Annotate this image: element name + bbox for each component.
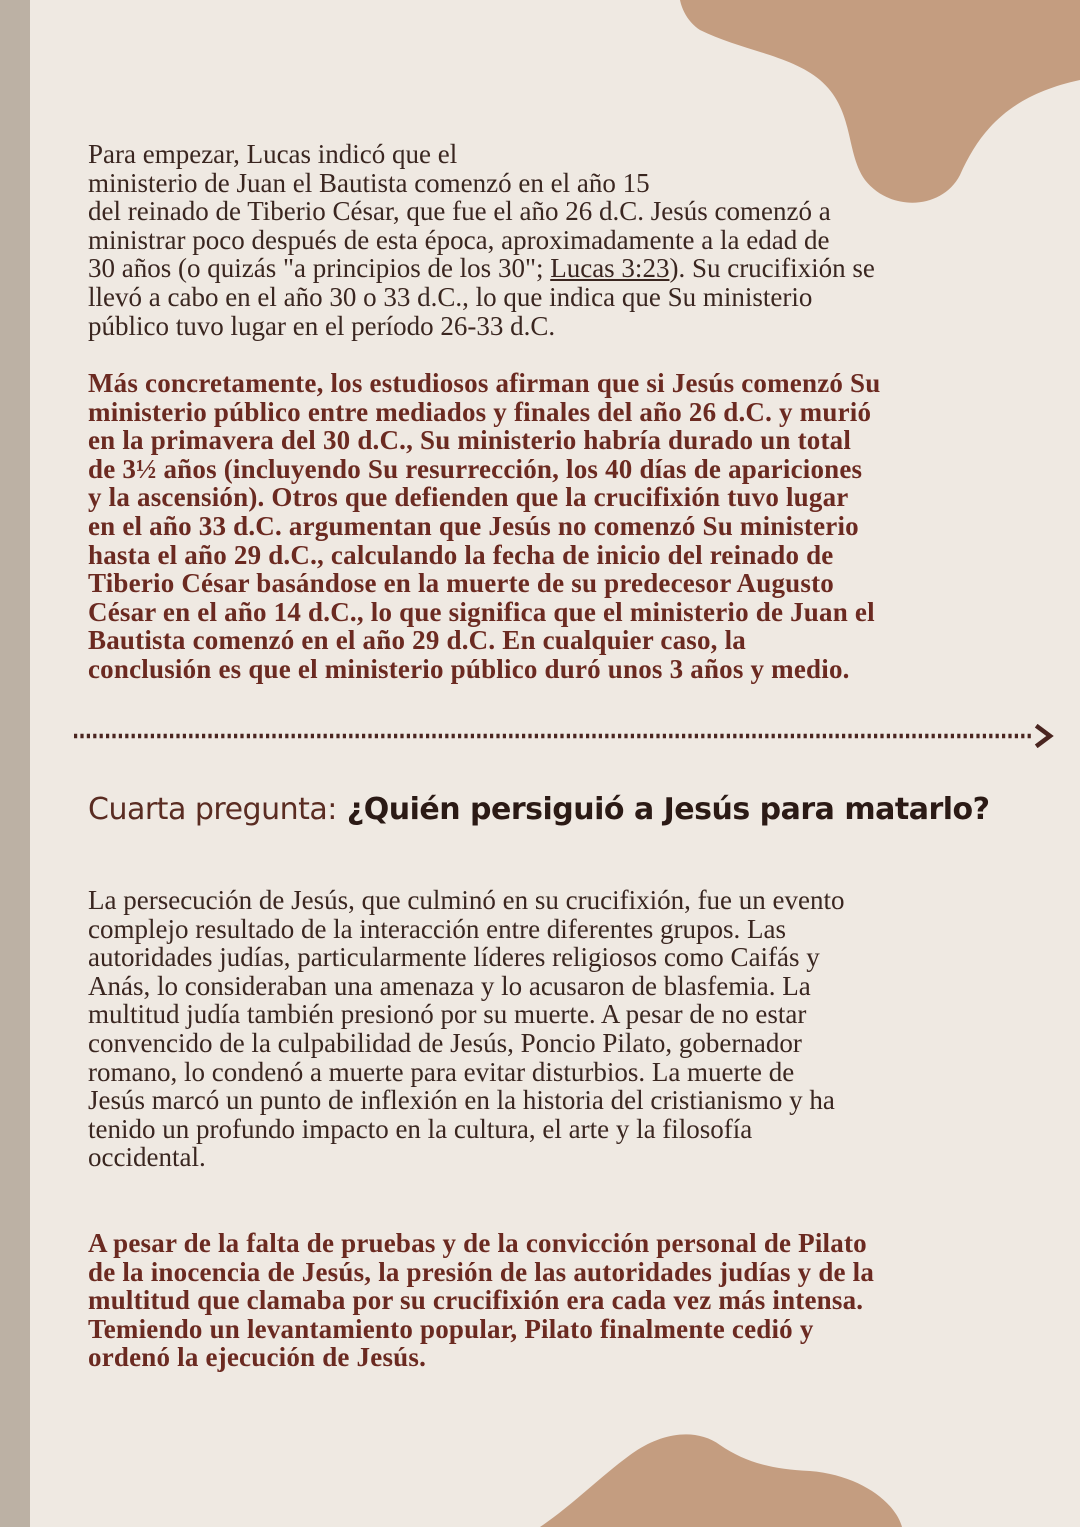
paragraph-ministry-duration: Más concretamente, los estudiosos afirman que si Jesús comenzó Su ministerio público entre mediados y finales del año 26 d.C. y murió en la primavera del 30 d.C., Su ministerio habría durado un total de 3½ años (incluyendo Su resurrección, los 40 días de apariciones y la ascensión). Otros que defienden que la crucifixión tuvo lugar en el año 33 d.C. argumentan que Jesús no comenzó Su ministerio hasta el año 29 d.C., calculando la fecha de inicio del reinado de Tiberio César basándose en la muerte de su predecesor Augusto César en el año 14 d.C., lo que significa que el ministerio de Juan el Bautista comenzó en el año 29 d.C. En cualquier caso, la conclusión es que el ministerio público duró unos 3 años y medio. xyxy=(88,368,881,684)
paragraph-ministry-start xyxy=(88,140,1048,340)
heading-lead: Cuarta pregunta: xyxy=(88,792,337,827)
left-decorative-bar xyxy=(0,0,30,1527)
paragraph-pilate-decision: A pesar de la falta de pruebas y de la convicción personal de Pilato de la inocencia de Jesús, la presión de las autoridades judías y de la multitud que clamaba por su crucifixión era cada vez más intensa. Temiendo un levantamiento popular, Pilato finalmente cedió y ordenó la ejecución de Jesús. xyxy=(88,1228,875,1373)
paragraph-1-text-end: ). Su crucifixión se llevó a cabo en el año 30 o 33 d.C., lo que indica que Su ministerio público tuvo lugar en el período 26-33 d.C. xyxy=(88,253,875,341)
dotted-arrow-divider xyxy=(72,724,1062,748)
paragraph-1-text-start: Para empezar, Lucas indicó que el ministerio de Juan el Bautista comenzó en el año 15 del reinado de Tiberio César, que fue el año 26 d.C. Jesús comenzó a ministrar poco después de esta época, aproximadamente a la edad de 30 años (o quizás "a principios de los 30"; xyxy=(88,139,831,284)
paragraph-persecution: La persecución de Jesús, que culminó en su crucifixión, fue un evento complejo resultado de la interacción entre diferentes grupos. Las autoridades judías, particularmente líderes religiosos como Caifás y Anás, lo consideraban una amenaza y lo acusaron de blasfemia. La multitud judía también presionó por su muerte. A pesar de no estar convencido de la culpabilidad de Jesús, Poncio Pilato, gobernador romano, lo condenó a muerte para evitar disturbios. La muerte de Jesús marcó un punto de inflexión en la historia del cristianismo y ha tenido un profundo impacto en la cultura, el arte y la filosofía occidental. xyxy=(88,885,845,1173)
lucas-reference-link[interactable]: Lucas 3:23 xyxy=(550,253,670,284)
heading-question: ¿Quién persiguió a Jesús para matarlo? xyxy=(336,792,990,827)
bottom-blob-decoration xyxy=(530,1427,910,1527)
section-heading xyxy=(88,792,990,827)
